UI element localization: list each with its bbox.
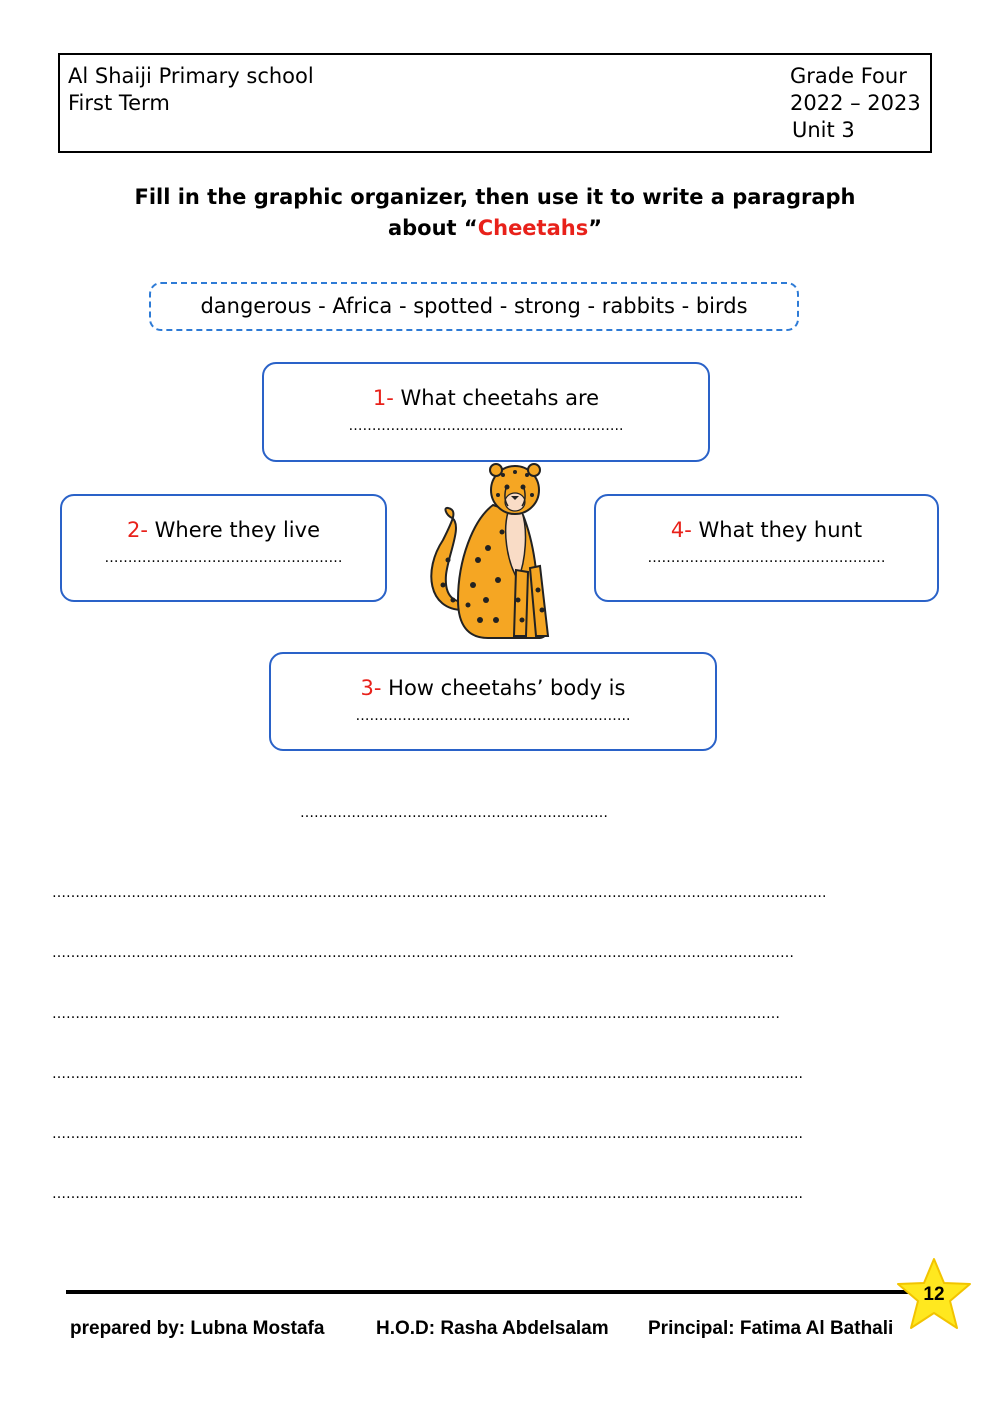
instruction <box>90 182 900 244</box>
organizer-box-where-they-live <box>60 494 387 602</box>
organizer-label: What they hunt <box>698 518 863 542</box>
organizer-box-what-they-hunt <box>594 494 939 602</box>
answer-line[interactable]: ………………………………………………….. <box>348 418 624 434</box>
header-left <box>68 63 314 117</box>
answer-line[interactable]: …………………………………………… <box>104 550 343 566</box>
instruction-topic: Cheetahs <box>477 216 589 240</box>
organizer-number: 4- <box>670 518 692 542</box>
instruction-close-quote: ” <box>588 216 603 240</box>
organizer-number: 1- <box>372 386 394 410</box>
answer-line[interactable]: …………………………………………… <box>647 550 886 566</box>
unit: Unit 3 <box>792 118 855 142</box>
grade: Grade Four <box>790 64 907 88</box>
page-number: 12 <box>923 1284 945 1305</box>
organizer-number: 2- <box>127 518 148 542</box>
organizer-question <box>596 516 937 544</box>
organizer-question <box>62 516 385 544</box>
word-bank: dangerous - Africa - spotted - strong - rabbits - birds <box>149 282 799 331</box>
instruction-about: about “ <box>387 216 478 240</box>
instruction-line1: Fill in the graphic organizer, then use it to write a paragraph <box>134 185 856 209</box>
school-name: Al Shaiji Primary school <box>68 64 314 88</box>
organizer-box-what-cheetahs-are <box>262 362 710 462</box>
header-right <box>790 63 921 144</box>
organizer-question <box>271 674 715 702</box>
writing-line-5[interactable]: …………………………………………………………………………………………………………………………………………….. <box>52 1126 803 1142</box>
answer-line[interactable]: ………………………………………………….. <box>355 708 631 724</box>
page-number-star-icon <box>894 1256 974 1332</box>
organizer-label: What cheetahs are <box>400 386 600 410</box>
writing-line-4[interactable]: …………………………………………………………………………………………………………………………………………….. <box>52 1066 803 1082</box>
writing-line-2[interactable]: …………………………………………………………………………………………………………………………………………… <box>52 945 794 961</box>
writing-line-6[interactable]: …………………………………………………………………………………………………………………………………………….. <box>52 1186 803 1202</box>
head-of-department: H.O.D: Rasha Abdelsalam <box>376 1318 609 1339</box>
header-box <box>58 53 932 153</box>
cheetah-illustration <box>418 460 558 645</box>
term: First Term <box>68 91 170 115</box>
organizer-question <box>264 384 708 412</box>
writing-line-3[interactable]: ………………………………………………………………………………………………………………………………………… <box>52 1006 780 1022</box>
paragraph-title-line[interactable]: ………………………………………………………… <box>300 805 608 821</box>
organizer-label: How cheetahs’ body is <box>388 676 626 700</box>
footer-divider <box>66 1290 924 1294</box>
writing-line-1[interactable]: …………………………………………………………………………………………………………………………………………………. <box>52 885 827 901</box>
organizer-label: Where they live <box>154 518 320 542</box>
organizer-box-body <box>269 652 717 751</box>
school-year: 2022 – 2023 <box>790 91 921 115</box>
organizer-number: 3- <box>360 676 382 700</box>
instruction-line2 <box>90 213 900 244</box>
prepared-by: prepared by: Lubna Mostafa <box>70 1318 325 1339</box>
principal: Principal: Fatima Al Bathali <box>648 1318 894 1339</box>
